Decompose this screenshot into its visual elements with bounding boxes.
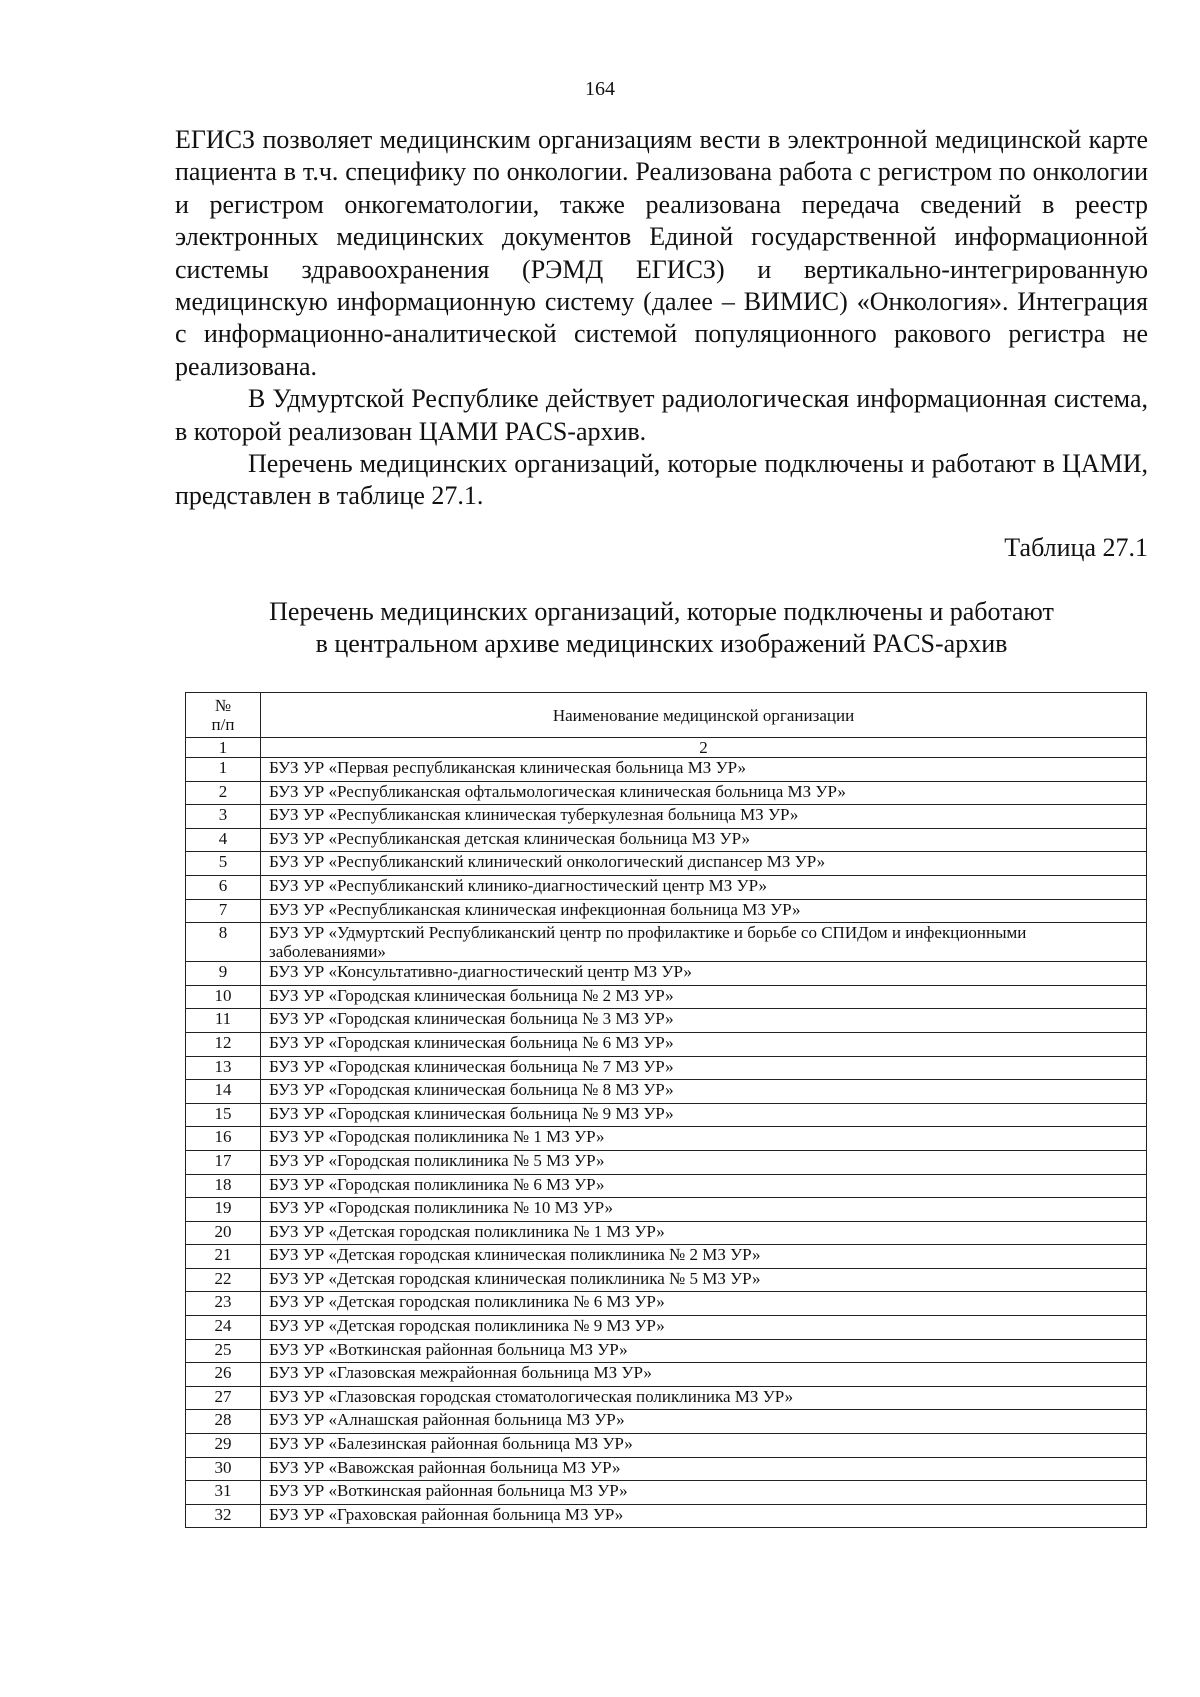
organization-name: БУЗ УР «Городская клиническая больница № 2 МЗ УР» <box>261 985 1147 1009</box>
organization-name: БУЗ УР «Городская поликлиника № 10 МЗ УР» <box>261 1198 1147 1222</box>
row-number: 16 <box>186 1127 261 1151</box>
row-number: 28 <box>186 1410 261 1434</box>
organization-name: БУЗ УР «Глазовская городская стоматологическая поликлиника МЗ УР» <box>261 1386 1147 1410</box>
row-number: 19 <box>186 1198 261 1222</box>
table-row <box>186 985 1147 1009</box>
organization-name: БУЗ УР «Городская клиническая больница № 8 МЗ УР» <box>261 1080 1147 1104</box>
row-number: 32 <box>186 1504 261 1528</box>
row-number: 14 <box>186 1080 261 1104</box>
organization-name: БУЗ УР «Граховская районная больница МЗ УР» <box>261 1504 1147 1528</box>
row-number: 22 <box>186 1268 261 1292</box>
row-number: 20 <box>186 1221 261 1245</box>
row-number: 18 <box>186 1174 261 1198</box>
organization-name: БУЗ УР «Детская городская клиническая поликлиника № 5 МЗ УР» <box>261 1268 1147 1292</box>
table-row <box>186 1481 1147 1505</box>
table-title-line-2: в центральном архиве медицинских изображений PACS-архив <box>315 629 1008 658</box>
organization-name: БУЗ УР «Первая республиканская клиническая больница МЗ УР» <box>261 758 1147 782</box>
table-row <box>186 962 1147 986</box>
table-row <box>186 1245 1147 1269</box>
paragraph-egisz: ЕГИСЗ позволяет медицинским организациям вести в электронной медицинской карте пациента в т.ч. специфику по онкологии. Реализована работа с регистром по онкологии и регистром онкогематологии, также реализована передача сведений в реестр электронных медицинских документов Единой государственной информационной системы здравоохранения (РЭМД ЕГИСЗ) и вертикально-интегрированную медицинскую информационную систему (далее – ВИМИС) «Онкология». Интеграция с информационно-аналитической системой популяционного ракового регистра не реализована. <box>175 125 1148 381</box>
row-number: 15 <box>186 1103 261 1127</box>
organization-name: БУЗ УР «Воткинская районная больница МЗ УР» <box>261 1481 1147 1505</box>
header-number-cell <box>186 693 261 738</box>
table-row <box>186 1056 1147 1080</box>
organization-name: БУЗ УР «Городская клиническая больница № 6 МЗ УР» <box>261 1032 1147 1056</box>
table-title <box>175 596 1148 660</box>
table-row <box>186 852 1147 876</box>
table-row <box>186 1292 1147 1316</box>
row-number: 29 <box>186 1434 261 1458</box>
row-number: 7 <box>186 899 261 923</box>
organization-name: БУЗ УР «Детская городская поликлиника № 1 МЗ УР» <box>261 1221 1147 1245</box>
header-number-label: п/п <box>211 715 235 734</box>
table-row <box>186 828 1147 852</box>
organization-name: БУЗ УР «Удмуртский Республиканский центр по профилактике и борьбе со СПИДом и инфекционными заболеваниями» <box>261 923 1147 962</box>
row-number: 2 <box>186 781 261 805</box>
organization-name: БУЗ УР «Республиканская детская клиническая больница МЗ УР» <box>261 828 1147 852</box>
row-number: 23 <box>186 1292 261 1316</box>
table-caption: Таблица 27.1 <box>1004 533 1148 562</box>
header-name-cell: Наименование медицинской организации <box>261 693 1147 738</box>
table-row <box>186 1434 1147 1458</box>
row-number: 25 <box>186 1339 261 1363</box>
table-row <box>186 1339 1147 1363</box>
row-number: 30 <box>186 1457 261 1481</box>
header-number-sign: № <box>214 696 232 715</box>
body-text <box>175 124 1148 513</box>
row-number: 31 <box>186 1481 261 1505</box>
row-number: 12 <box>186 1032 261 1056</box>
table-header-row <box>186 693 1147 738</box>
organization-name: БУЗ УР «Глазовская межрайонная больница МЗ УР» <box>261 1363 1147 1387</box>
paragraph-radiology-system: В Удмуртской Республике действует радиологическая информационная система, в которой реализован ЦАМИ PACS-архив. <box>175 384 1148 446</box>
organization-name: БУЗ УР «Балезинская районная больница МЗ УР» <box>261 1434 1147 1458</box>
organization-name: БУЗ УР «Городская клиническая больница № 7 МЗ УР» <box>261 1056 1147 1080</box>
table-body <box>186 758 1147 1528</box>
row-number: 4 <box>186 828 261 852</box>
table-row <box>186 758 1147 782</box>
table-row <box>186 1080 1147 1104</box>
table-row <box>186 1150 1147 1174</box>
row-number: 8 <box>186 923 261 962</box>
organization-name: БУЗ УР «Городская клиническая больница № 9 МЗ УР» <box>261 1103 1147 1127</box>
table-row <box>186 1127 1147 1151</box>
column-numbers-row <box>186 738 1147 758</box>
row-number: 26 <box>186 1363 261 1387</box>
row-number: 11 <box>186 1009 261 1033</box>
table-row <box>186 1316 1147 1340</box>
table-row <box>186 899 1147 923</box>
table-title-line-1: Перечень медицинских организаций, которые подключены и работают <box>269 597 1054 626</box>
table-row <box>186 875 1147 899</box>
row-number: 3 <box>186 805 261 829</box>
row-number: 10 <box>186 985 261 1009</box>
table-row <box>186 1032 1147 1056</box>
organization-name: БУЗ УР «Республиканский клинико-диагностический центр МЗ УР» <box>261 875 1147 899</box>
organization-name: БУЗ УР «Детская городская поликлиника № 9 МЗ УР» <box>261 1316 1147 1340</box>
row-number: 9 <box>186 962 261 986</box>
table-row <box>186 1268 1147 1292</box>
organization-name: БУЗ УР «Республиканская офтальмологическая клиническая больница МЗ УР» <box>261 781 1147 805</box>
row-number: 17 <box>186 1150 261 1174</box>
paragraph-table-reference: Перечень медицинских организаций, которые подключены и работают в ЦАМИ, представлен в таблице 27.1. <box>175 449 1148 511</box>
organization-name: БУЗ УР «Республиканский клинический онкологический диспансер МЗ УР» <box>261 852 1147 876</box>
organization-name: БУЗ УР «Городская поликлиника № 5 МЗ УР» <box>261 1150 1147 1174</box>
table-row <box>186 923 1147 962</box>
organizations-table <box>185 692 1147 1528</box>
row-number: 27 <box>186 1386 261 1410</box>
table-row <box>186 1410 1147 1434</box>
organization-name: БУЗ УР «Воткинская районная больница МЗ УР» <box>261 1339 1147 1363</box>
table-row <box>186 1174 1147 1198</box>
organization-name: БУЗ УР «Детская городская поликлиника № 6 МЗ УР» <box>261 1292 1147 1316</box>
organization-name: БУЗ УР «Консультативно-диагностический центр МЗ УР» <box>261 962 1147 986</box>
row-number: 1 <box>186 758 261 782</box>
table-row <box>186 1504 1147 1528</box>
organization-name: БУЗ УР «Республиканская клиническая туберкулезная больница МЗ УР» <box>261 805 1147 829</box>
organization-name: БУЗ УР «Городская поликлиника № 6 МЗ УР» <box>261 1174 1147 1198</box>
table-row <box>186 1386 1147 1410</box>
page-number: 164 <box>585 78 615 100</box>
row-number: 24 <box>186 1316 261 1340</box>
row-number: 21 <box>186 1245 261 1269</box>
table-row <box>186 805 1147 829</box>
table-row <box>186 1198 1147 1222</box>
column-number-1: 1 <box>186 738 261 758</box>
row-number: 13 <box>186 1056 261 1080</box>
row-number: 6 <box>186 875 261 899</box>
table-row <box>186 1457 1147 1481</box>
organization-name: БУЗ УР «Детская городская клиническая поликлиника № 2 МЗ УР» <box>261 1245 1147 1269</box>
column-number-2: 2 <box>261 738 1147 758</box>
organization-name: БУЗ УР «Республиканская клиническая инфекционная больница МЗ УР» <box>261 899 1147 923</box>
organization-name: БУЗ УР «Алнашская районная больница МЗ УР» <box>261 1410 1147 1434</box>
table-row <box>186 1103 1147 1127</box>
table-row <box>186 1363 1147 1387</box>
organization-name: БУЗ УР «Городская поликлиника № 1 МЗ УР» <box>261 1127 1147 1151</box>
table-row <box>186 781 1147 805</box>
organization-name: БУЗ УР «Вавожская районная больница МЗ УР» <box>261 1457 1147 1481</box>
table-row <box>186 1009 1147 1033</box>
row-number: 5 <box>186 852 261 876</box>
organization-name: БУЗ УР «Городская клиническая больница № 3 МЗ УР» <box>261 1009 1147 1033</box>
table-row <box>186 1221 1147 1245</box>
